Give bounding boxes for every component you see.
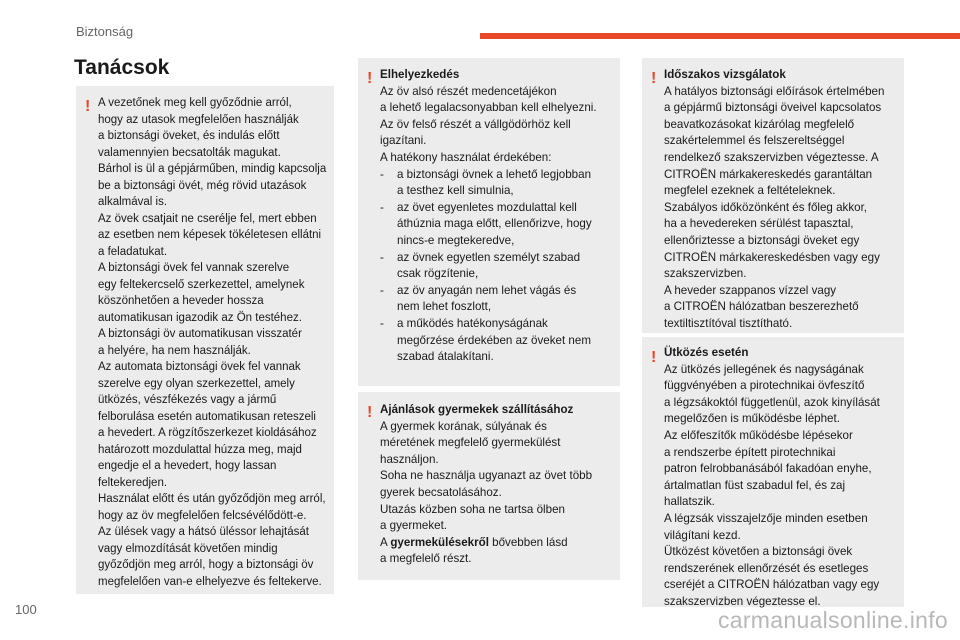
- list-item-continuation: csak rögzítenie,: [397, 267, 479, 281]
- safety-tips-box: [76, 86, 334, 594]
- text-line: vagy elmozdítását követően mindig: [98, 542, 278, 555]
- text-line: A hatékony használat érdekében:: [380, 150, 552, 164]
- list-item-continuation: megőrzése érdekében az öveket nem: [397, 333, 591, 347]
- text-line: A biztonsági övek fel vannak szerelve: [98, 262, 290, 274]
- text-line: az esetben nem képesek tökéletesen ellátni: [98, 229, 322, 241]
- positioning-text: [380, 67, 614, 366]
- child-seat-reference-end: a megfelelő részt.: [380, 552, 472, 566]
- watermark: carmanualsonline.info: [717, 607, 948, 633]
- text-line: a rendszerbe épített pirotechnikai: [664, 445, 836, 459]
- text-line: textiltisztítóval tisztítható.: [664, 316, 793, 330]
- text-line: Az ülések vagy a hátsó üléssor lehajtását: [98, 526, 309, 538]
- positioning-box: [358, 58, 620, 386]
- text-line: a lehető legalacsonyabban kell elhelyezni.: [380, 101, 597, 115]
- list-item-text: az övet egyenletes mozdulattal kell: [397, 200, 577, 214]
- exclamation-warning-icon: !: [85, 98, 91, 115]
- text-line: a légzsákoktól függetlenül, azok kinyílását: [664, 395, 880, 409]
- text-line: használjon.: [380, 452, 439, 466]
- page-number: 100: [15, 602, 37, 617]
- text-line: automatikusan igazodik az Ön testéhez.: [98, 311, 302, 324]
- exclamation-warning-icon: !: [651, 349, 657, 366]
- text-line: a biztonsági öveket, és indulás előtt: [98, 130, 280, 142]
- text-line: be a biztonsági övét, még rövid utazások: [98, 179, 307, 192]
- text-line: ha a hevedereken sérülést tapasztal,: [664, 217, 854, 231]
- list-dash: -: [380, 200, 384, 214]
- text-line: CITROËN márkakereskedésben vagy egy: [664, 250, 880, 264]
- text-line: A légzsák visszajelzője minden esetben: [664, 511, 868, 525]
- list-item: [380, 250, 614, 267]
- list-item: [380, 200, 614, 217]
- page-title: Tanácsok: [74, 56, 170, 79]
- list-item-continuation: áthúznia maga előtt, ellenőrizve, hogy: [397, 217, 592, 231]
- text-line: Szabályos időközönként és főleg akkor,: [664, 200, 868, 214]
- text-line: egy feltekercselő szerkezettel, amelynek: [98, 278, 305, 291]
- text-line: győződjön meg arról, hogy a biztonsági öv: [98, 559, 314, 571]
- list-item: [380, 167, 614, 184]
- collision-title: Ütközés esetén: [664, 346, 749, 359]
- text-line: Az automata biztonsági övek fel vannak: [98, 361, 301, 373]
- exclamation-warning-icon: !: [651, 70, 657, 87]
- text-line: szakszervizben végeztesse el.: [664, 594, 821, 608]
- text-line: határozott mozdulattal húzza meg, majd: [98, 443, 302, 456]
- list-dash: -: [380, 167, 384, 181]
- text-line: a feladatukat.: [98, 245, 168, 258]
- text-line: szakszervizben.: [664, 267, 747, 281]
- list-item-continuation: nem lehet foszlott,: [397, 300, 492, 314]
- text-line: méretének megfelelő gyermekülést: [380, 436, 561, 450]
- header-accent-bar: [480, 33, 960, 39]
- list-item-text: a működés hatékonyságának: [397, 316, 548, 330]
- exclamation-warning-icon: !: [367, 70, 373, 87]
- text-line: alkalmával is.: [98, 196, 168, 208]
- text-line: A gyermek korának, súlyának és: [380, 419, 547, 433]
- text-line: A hatályos biztonsági előírások értelmében: [664, 84, 885, 98]
- text-line: ütközés, vészfékezés vagy a jármű: [98, 394, 277, 406]
- text-line: Bárhol is ül a gépjárműben, mindig kapcsolja: [98, 163, 327, 175]
- text-line: a gépjármű biztonsági öveivel kapcsolatos: [664, 101, 882, 115]
- periodic-inspection-box: [642, 58, 904, 333]
- text-line: megfelel ezeknek a feltételeknek.: [664, 184, 836, 198]
- list-item-continuation: a testhez kell simulnia,: [397, 184, 514, 198]
- collision-text: [664, 345, 898, 611]
- list-dash: -: [380, 283, 384, 297]
- text-line: felborulása esetén automatikusan reteszeli: [98, 410, 316, 423]
- text-line: igazítani.: [380, 134, 427, 148]
- text-line: a CITROËN hálózatban beszerezhető: [664, 300, 859, 314]
- text-line: szerelve egy olyan szerkezettel, amely: [98, 377, 295, 390]
- text-line: hogy az öv megfelelően felcsévélődött-e.: [98, 509, 307, 522]
- text-line: engedje el a hevedert, hogy lassan: [98, 460, 277, 472]
- list-item-text: az öv anyagán nem lehet vágás és: [397, 283, 577, 297]
- text-line: feltekeredjen.: [98, 476, 168, 489]
- text-line: megfelelően van-e elhelyezve és feltekerve.: [98, 575, 322, 588]
- list-item-text: az övnek egyetlen személyt szabad: [397, 250, 581, 264]
- text-line: A vezetőnek meg kell győződnie arról,: [98, 97, 292, 109]
- child-transport-title: Ajánlások gyermekek szállításához: [380, 403, 574, 416]
- text-line: Ütközést követően a biztonsági övek: [664, 545, 853, 559]
- text-line: Az övek csatjait ne cserélje fel, mert ebben: [98, 212, 317, 225]
- text-line: világítani kezd.: [664, 528, 741, 542]
- text-line: megelőzően is működésbe léphet.: [664, 412, 840, 426]
- text-line: Használat előtt és után győződjön meg arról,: [98, 493, 326, 505]
- text-line: A biztonsági öv automatikusan visszatér: [98, 328, 302, 340]
- text-line: Soha ne használja ugyanazt az övet több: [380, 469, 593, 483]
- periodic-inspection-title: Időszakos vizsgálatok: [664, 68, 786, 81]
- text-line: Az öv alsó részét medencetájékon: [380, 84, 557, 98]
- text-line: szakértelemmel és felszereltséggel: [664, 134, 845, 148]
- list-item: [380, 316, 614, 333]
- text-line: Utazás közben soha ne tartsa ölben: [380, 502, 565, 516]
- text-line: köszönhetően a heveder hossza: [98, 295, 264, 307]
- positioning-title: Elhelyezkedés: [380, 68, 460, 81]
- text-line: A heveder szappanos vízzel vagy: [664, 283, 837, 297]
- text-line: hallatszik.: [664, 495, 715, 509]
- list-item-text: a biztonsági övnek a lehető legjobban: [397, 167, 592, 181]
- text-line: patron felrobbanásából fakadóan enyhe,: [664, 462, 872, 476]
- list-item-continuation: nincs-e megtekeredve,: [397, 233, 515, 247]
- child-seat-reference: A gyermekülésekről bővebben lásd: [380, 535, 568, 549]
- text-line: rendszerének ellenőrzését és esetleges: [664, 561, 869, 575]
- periodic-inspection-text: [664, 67, 898, 333]
- list-item: [380, 283, 614, 300]
- exclamation-warning-icon: !: [367, 404, 373, 421]
- text-line: a gyermeket.: [380, 519, 448, 533]
- text-line: hogy az utasok megfelelően használják: [98, 113, 299, 126]
- collision-box: [642, 337, 904, 607]
- text-line: ellenőriztesse a biztonsági öveket egy: [664, 233, 860, 247]
- text-line: gyerek becsatolásához.: [380, 485, 502, 499]
- safety-tips-text: [98, 95, 328, 590]
- text-line: beavatkozásokat kizárólag megfelelő: [664, 117, 855, 131]
- text-line: cseréjét a CITROËN hálózatban vagy egy: [664, 578, 880, 592]
- list-item-continuation: szabad átalakítani.: [397, 350, 494, 364]
- text-line: Az előfeszítők működésbe lépésekor: [664, 428, 853, 442]
- text-line: Az öv felső részét a vállgödörhöz kell: [380, 117, 571, 131]
- text-line: valamennyien becsatolták magukat.: [98, 146, 281, 159]
- text-line: a helyére, ha nem használják.: [98, 344, 251, 357]
- child-transport-text: [380, 402, 614, 568]
- text-line: CITROËN márkakereskedés garantáltan: [664, 167, 873, 181]
- child-transport-box: [358, 392, 620, 580]
- list-dash: -: [380, 250, 384, 264]
- text-line: függvényében a pirotechnikai övfeszítő: [664, 379, 865, 393]
- text-line: Az ütközés jellegének és nagyságának: [664, 362, 864, 376]
- list-dash: -: [380, 316, 384, 330]
- text-line: a hevedert. A rögzítőszerkezet kioldásához: [98, 427, 317, 439]
- text-line: ártalmatlan füst szabadul fel, és zaj: [664, 478, 846, 492]
- text-line: rendelkező szakszervizben végeztesse. A: [664, 150, 879, 164]
- section-label: Biztonság: [76, 24, 134, 39]
